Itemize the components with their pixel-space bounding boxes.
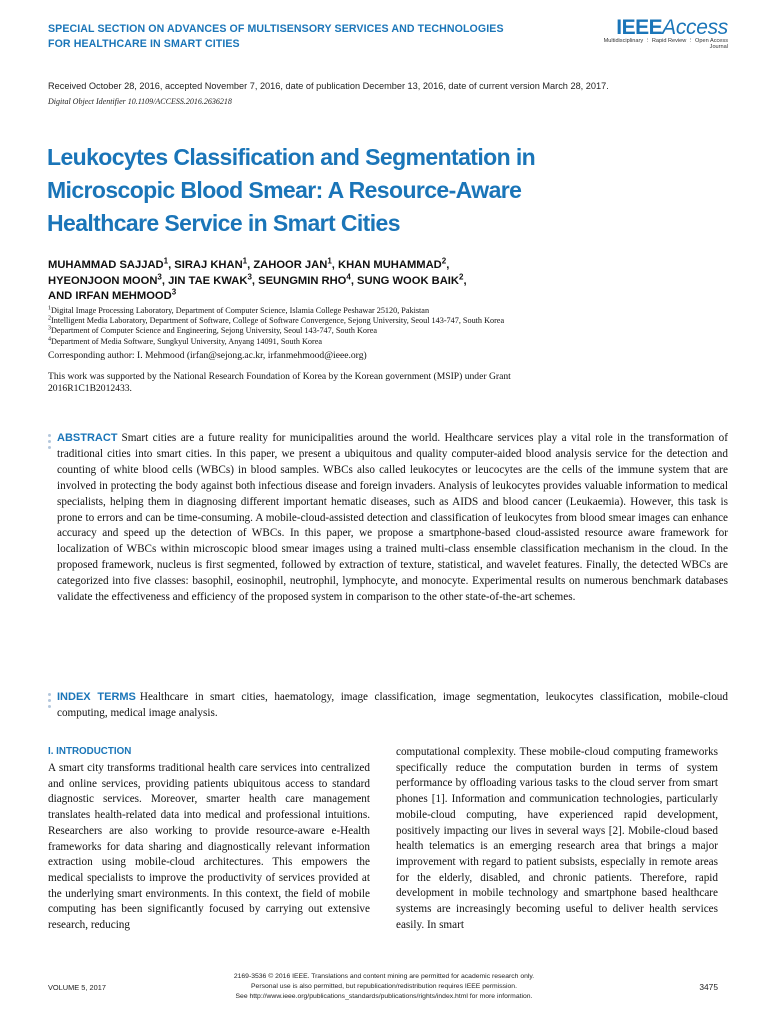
funding-note: This work was supported by the National Research Foundation of Korea by the Korean government (MSIP) under Grant 2016R1C1B2012433. bbox=[48, 371, 511, 394]
affiliation-number: 2 bbox=[48, 315, 51, 322]
author-separator: , bbox=[331, 259, 338, 271]
footer-copyright-line: 2169-3536 © 2016 IEEE. Translations and content mining are permitted for academic research only. bbox=[233, 973, 535, 980]
author-affiliation: 1 bbox=[327, 256, 332, 266]
section-title-line1: SPECIAL SECTION ON ADVANCES OF MULTISENSORY SERVICES AND TECHNOLOGIES bbox=[48, 23, 504, 35]
affiliation bbox=[48, 316, 728, 326]
author-affiliation: 2 bbox=[441, 256, 447, 266]
doi: Digital Object Identifier 10.1109/ACCESS.2016.2636218 bbox=[48, 97, 232, 106]
affiliation-text: Department of Computer Science and Engineering, Sejong University, Seoul 143-747, South Korea bbox=[51, 326, 377, 336]
affiliation-number: 4 bbox=[48, 335, 51, 342]
author-affiliation: 3 bbox=[171, 287, 177, 297]
corresponding-author: Corresponding author: I. Mehmood (irfan@sejong.ac.kr, irfanmehmood@ieee.org) bbox=[48, 350, 367, 361]
author: KHAN MUHAMMAD bbox=[337, 259, 442, 271]
page-number: 3475 bbox=[699, 982, 718, 992]
footer-volume: VOLUME 5, 2017 bbox=[48, 983, 106, 992]
abstract-text: Smart cities are a future reality for municipalities around the world. Healthcare services play a vital role in the transformation of traditional cities into smart cities. In this paper, we present a ubiquitous and quality computer-aided blood analysis service for the detection and counting of white blood cells (WBCs) in blood samples. WBCs also called leukocytes or leucocytes are the cells of the immune system that are involved in protecting the body against both infectious disease and foreign invaders. Analysis of leukocytes provides valuable information to medical specialists, helping them in diagnosing different important hematic diseases, such as AIDS and blood cancer (Leukaemia). However, this task is prone to errors and can be time-consuming. A mobile-cloud-assisted detection and classification of leukocytes from blood smear images can enhance accuracy and speed up the detection of WBCs. In this paper, we propose a smartphone-based cloud-assisted resource aware framework for localization of WBCs within microscopic blood smear images using a trained multi-class ensemble classification mechanism in the cloud. In the proposed framework, nucleus is first segmented, followed by extraction of texture, statistical, and wavelet features. Finally, the detected WBCs are categorized into five classes: basophil, eosinophil, neutrophil, lymphocyte, and monocyte. Experimental results on numerous benchmark databases validate the effectiveness and efficiency of the proposed system in comparison to the other state-of-the-art schemes. bbox=[57, 432, 728, 604]
logo-ieee: IEEE bbox=[616, 16, 663, 39]
affiliation bbox=[48, 326, 728, 336]
paper-title-line2: Microscopic Blood Smear: A Resource-Aware bbox=[47, 177, 522, 203]
author: SIRAJ KHAN bbox=[174, 259, 243, 271]
index-terms-label: INDEX TERMS bbox=[57, 691, 136, 703]
body-column-right: computational complexity. These mobile-cloud computing frameworks specifically reduce the computation burden in terms of system performance by offloading various tasks to the cloud server from smart phones [1]. Information and communication technologies, particularly mobile-cloud computing, have experienced rapid development, positively impacting our lives in several ways [2]. Mobile-cloud based health telematics is an emerging research area that brings a major improvement with regard to patient subsists, especially in remote areas for the elderly, disabled, and chronic patients. Therefore, rapid development in mobile technology and smartphone based healthcare systems are increasingly becoming useful to deliver health services easily. In smart bbox=[396, 746, 718, 931]
abstract-dots-icon bbox=[48, 434, 51, 452]
index-terms-text: Healthcare in smart cities, haematology, image classification, image segmentation, leukocytes classification, mobile-cloud computing, medical image analysis. bbox=[57, 691, 728, 719]
author-separator: , bbox=[251, 274, 259, 287]
affiliation-number: 3 bbox=[48, 325, 51, 332]
author-affiliation: 4 bbox=[346, 271, 351, 281]
author-separator: , bbox=[247, 259, 254, 271]
affiliation bbox=[48, 337, 728, 347]
author: SUNG WOOK BAIK bbox=[357, 274, 459, 287]
received-dates: Received October 28, 2016, accepted November 7, 2016, date of publication December 13, 2016, date of current version March 28, 2017. bbox=[48, 81, 609, 91]
affiliation-text: Intelligent Media Laboratory, Department of Software, College of Software Convergence, Sejong University, Seoul 143-747, South Korea bbox=[51, 316, 505, 326]
author-affiliation: 3 bbox=[247, 271, 252, 281]
abstract-label: ABSTRACT bbox=[57, 432, 118, 444]
abstract bbox=[57, 431, 728, 606]
paper-title-line3: Healthcare Service in Smart Cities bbox=[47, 210, 400, 236]
section-heading-introduction: I. INTRODUCTION bbox=[48, 746, 132, 757]
affiliation-text: Digital Image Processing Laboratory, Department of Computer Science, Islamia College Peshawar 25120, Pakistan bbox=[51, 306, 430, 315]
section-title-line2: FOR HEALTHCARE IN SMART CITIES bbox=[48, 38, 240, 50]
footer-copyright bbox=[178, 972, 590, 1002]
paper-title-line1: Leukocytes Classification and Segmentation in bbox=[47, 144, 536, 170]
author-affiliation: 1 bbox=[163, 256, 169, 266]
author: AND IRFAN MEHMOOD bbox=[48, 290, 172, 303]
author-affiliation: 1 bbox=[242, 256, 248, 266]
logo-access: Access bbox=[662, 16, 728, 39]
author: JIN TAE KWAK bbox=[168, 274, 248, 287]
affiliations bbox=[48, 306, 728, 347]
body-column-left: A smart city transforms traditional health care services into centralized and online services, providing patients ubiquitous access to standard diagnostic services. Moreover, smarter health care management translates health-related data into medical and professional intuitions. Researchers are also working to provide resource-aware e-Health frameworks for data sharing and diagnostically relevant information extraction using mobile-cloud architectures. This empowers the medical specialists to improve the productivity of services provided at the underlying smart environments. In this context, the field of mobile computing has been significantly focused by carrying out extensive research, reducing bbox=[48, 762, 370, 932]
author-separator: , bbox=[168, 259, 175, 271]
author-list bbox=[48, 258, 728, 305]
affiliation bbox=[48, 306, 728, 316]
affiliation-number: 1 bbox=[48, 305, 51, 312]
paper-title bbox=[47, 141, 727, 240]
index-terms-dots-icon bbox=[48, 693, 51, 711]
footer-copyright-line: Personal use is also permitted, but republication/redistribution requires IEEE permission. bbox=[251, 983, 517, 990]
author-affiliation: 2 bbox=[458, 271, 464, 281]
footer-copyright-line: See http://www.ieee.org/publications_standards/publications/rights/index.html for more information. bbox=[235, 993, 533, 1000]
section-title bbox=[48, 22, 588, 52]
author-separator: , bbox=[446, 259, 450, 271]
author-separator: , bbox=[463, 274, 467, 287]
author: ZAHOOR JAN bbox=[253, 259, 328, 271]
author: MUHAMMAD SAJJAD bbox=[48, 259, 164, 271]
author: HYEONJOON MOON bbox=[48, 274, 158, 287]
affiliation-text: Department of Media Software, Sungkyul University, Anyang 14091, South Korea bbox=[51, 336, 322, 346]
author-separator: , bbox=[161, 274, 169, 287]
journal-logo bbox=[588, 16, 728, 50]
index-terms bbox=[57, 690, 728, 722]
author-separator: , bbox=[350, 274, 358, 287]
author: SEUNGMIN RHO bbox=[258, 274, 347, 287]
author-affiliation: 3 bbox=[157, 271, 162, 281]
logo-tagline: Multidisciplinary ⋮ Rapid Review ⋮ Open Access Journal bbox=[603, 38, 728, 50]
